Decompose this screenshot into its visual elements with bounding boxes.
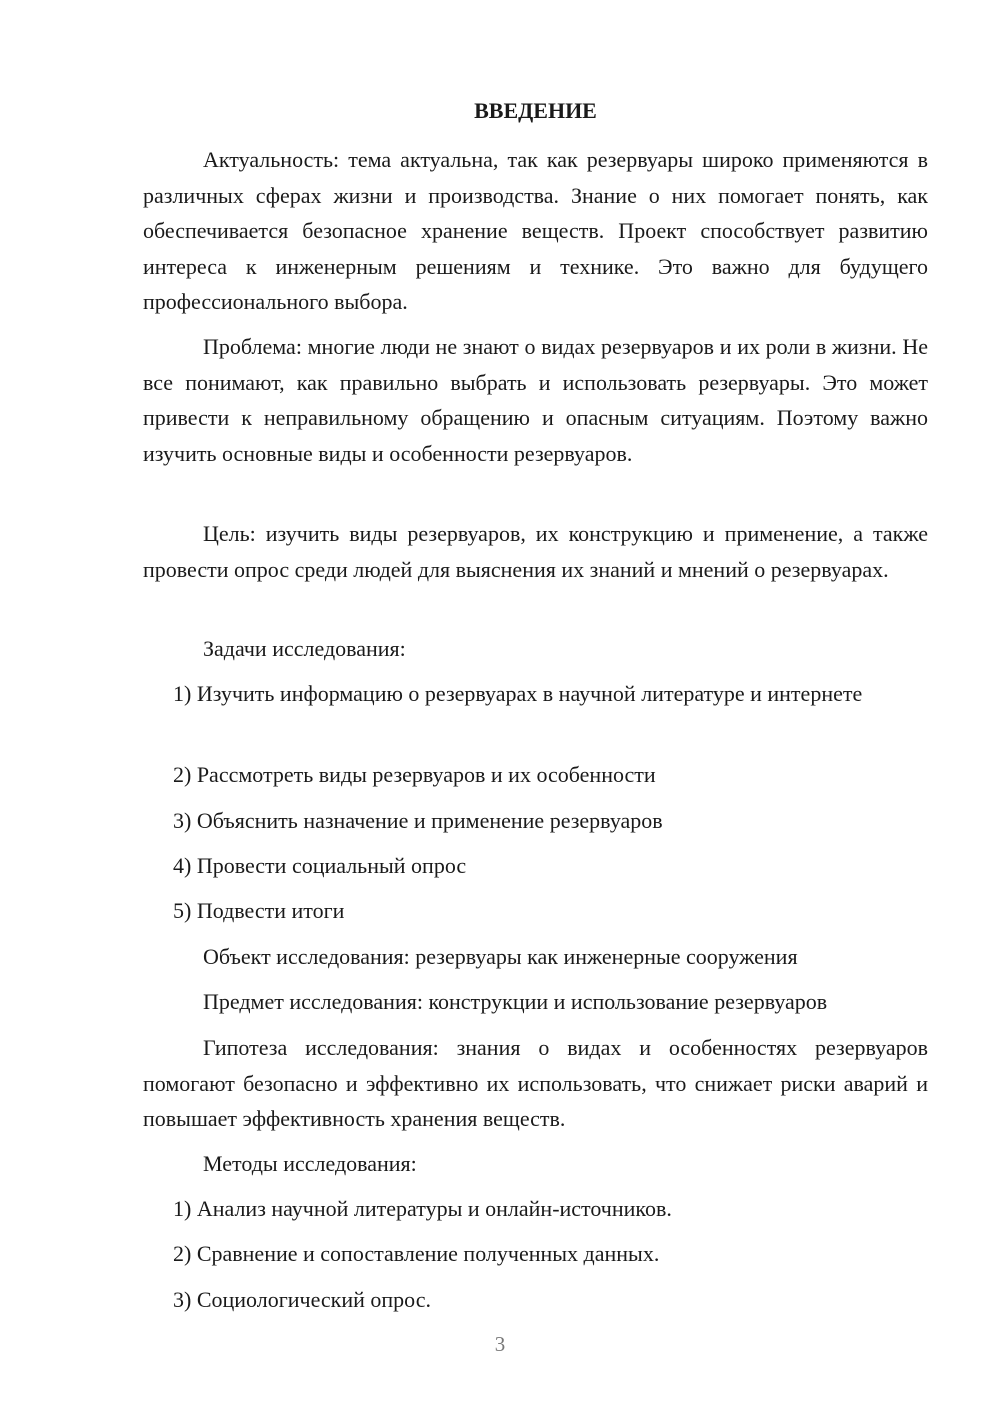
section-heading: ВВЕДЕНИЕ: [474, 98, 597, 123]
method-item-1-block: [143, 1191, 928, 1227]
problem-block: [143, 329, 928, 471]
task-item-5-block: [143, 893, 928, 929]
task-item-2-block: [143, 757, 928, 793]
task-item: 4) Провести социальный опрос: [173, 853, 467, 878]
method-item: 3) Социологический опрос.: [173, 1287, 431, 1312]
tasks-heading-block: [143, 631, 928, 667]
tasks-heading: Задачи исследования:: [203, 636, 406, 661]
method-item-3-block: [143, 1282, 928, 1318]
methods-heading-block: [143, 1146, 928, 1182]
task-item-1-block: [143, 676, 928, 712]
task-item: 3) Объяснить назначение и применение резервуаров: [173, 808, 663, 833]
page-number: 3: [494, 1332, 506, 1356]
relevance-block: [143, 142, 928, 320]
research-subject: Предмет исследования: конструкции и использование резервуаров: [203, 989, 828, 1014]
hypothesis-block: [143, 1030, 928, 1137]
method-item: 2) Сравнение и сопоставление полученных данных.: [173, 1241, 660, 1266]
task-item: 2) Рассмотреть виды резервуаров и их особенности: [173, 762, 656, 787]
subject-block: [143, 984, 928, 1020]
task-item-3-block: [143, 803, 928, 839]
task-item: 5) Подвести итоги: [173, 898, 345, 923]
object-block: [143, 939, 928, 975]
problem-paragraph: Проблема: многие люди не знают о видах резервуаров и их роли в жизни. Не все понимают, как правильно выбрать и использовать резервуары. Это может привести к неправильному обращению и опасным ситуациям. Поэтому важно изучить основные виды и особенности резервуаров.: [143, 334, 928, 466]
method-item-2-block: [143, 1236, 928, 1272]
goal-block: [143, 516, 928, 587]
task-item: 1) Изучить информацию о резервуарах в научной литературе и интернете: [173, 681, 863, 706]
research-object: Объект исследования: резервуары как инженерные сооружения: [203, 944, 798, 969]
task-item-4-block: [143, 848, 928, 884]
relevance-paragraph: Актуальность: тема актуальна, так как резервуары широко применяются в различных сферах жизни и производства. Знание о них помогает понять, как обеспечивается безопасное хранение веществ. Проект способствует развитию интереса к инженерным решениям и технике. Это важно для будущего профессионального выбора.: [143, 147, 928, 314]
methods-heading: Методы исследования:: [203, 1151, 417, 1176]
hypothesis-paragraph: Гипотеза исследования: знания о видах и особенностях резервуаров помогают безопасно и эффективно их использовать, что снижает риски аварий и повышает эффективность хранения веществ.: [143, 1035, 928, 1131]
goal-paragraph: Цель: изучить виды резервуаров, их конструкцию и применение, а также провести опрос среди людей для выяснения их знаний и мнений о резервуарах.: [143, 521, 928, 582]
method-item: 1) Анализ научной литературы и онлайн-источников.: [173, 1196, 672, 1221]
